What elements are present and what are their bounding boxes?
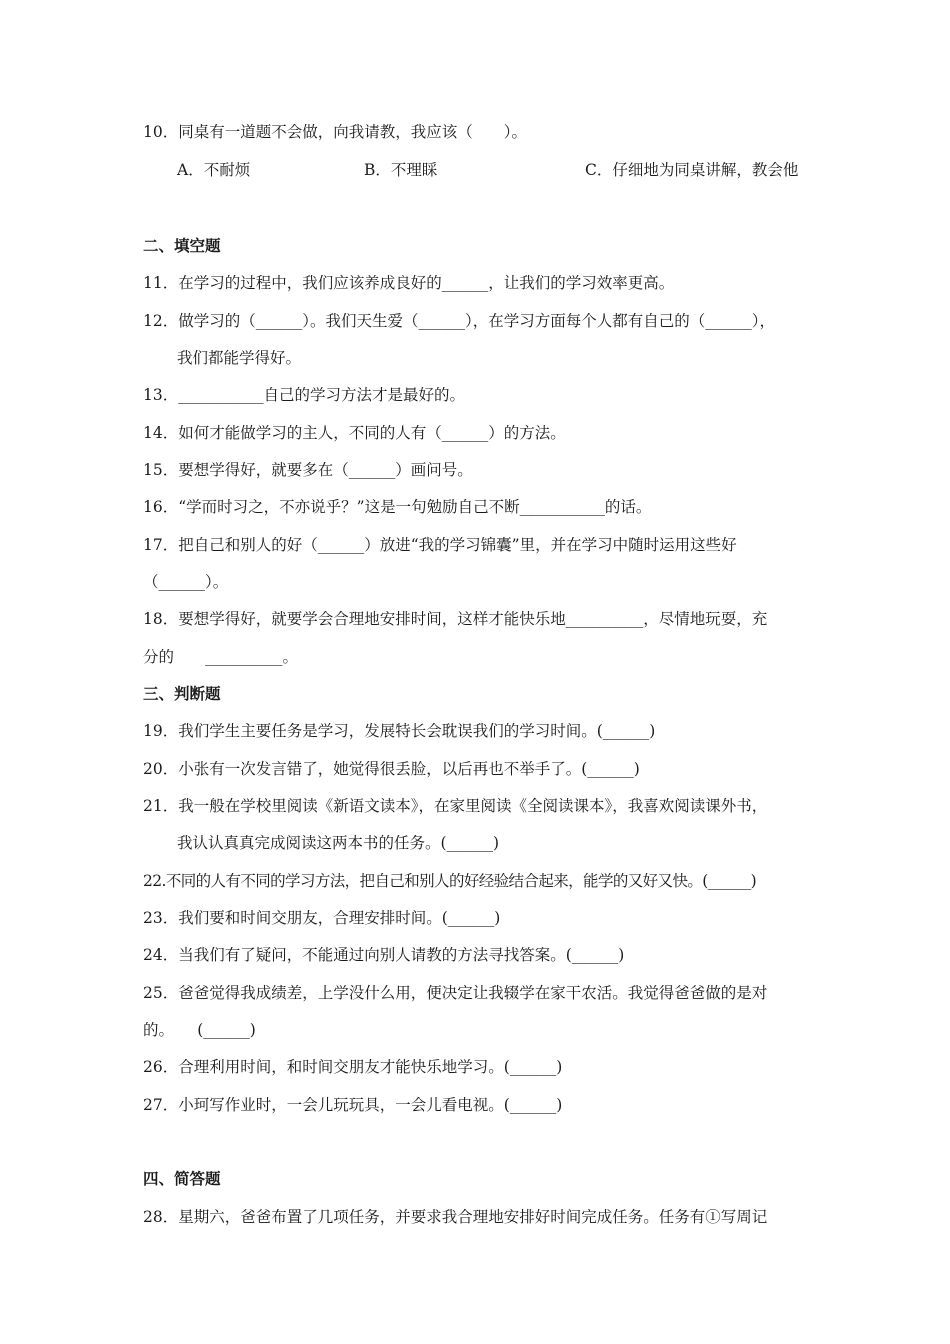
question-line: 15．要想学得好，就要多在（______）画问号。 [143, 461, 473, 479]
question-line: 20．小张有一次发言错了，她觉得很丢脸，以后再也不举手了。(______) [143, 760, 640, 778]
question-line: 27．小珂写作业时，一会儿玩玩具，一会儿看电视。(______) [143, 1096, 563, 1114]
question-line: 11．在学习的过程中，我们应该养成良好的______，让我们的学习效率更高。 [143, 274, 675, 292]
question-line: 我认认真真完成阅读这两本书的任务。(______) [177, 834, 500, 852]
question-line: 13．___________自己的学习方法才是最好的。 [143, 386, 465, 404]
question-line: 18．要想学得好，就要学会合理地安排时间，这样才能快乐地__________，尽情地玩耍，充 [143, 610, 768, 628]
question-line: 28．星期六，爸爸布置了几项任务，并要求我合理地安排好时间完成任务。任务有①写周记 [143, 1208, 768, 1226]
section-heading-fill-in: 二、填空题 [143, 237, 221, 255]
question-line: 12．做学习的（______）。我们天生爱（______），在学习方面每个人都有自己的（______）， [143, 312, 775, 330]
question-10-stem: 10．同桌有一道题不会做，向我请教，我应该（ ）。 [143, 123, 527, 141]
question-line: 17．把自己和别人的好（______）放进“我的学习锦囊”里，并在学习中随时运用这些好 [143, 536, 737, 554]
question-line: 24．当我们有了疑问，不能通过向别人请教的方法寻找答案。(______) [143, 946, 625, 964]
question-line: 22.不同的人有不同的学习方法，把自己和别人的好经验结合起来，能学的又好又快。(______) [143, 872, 757, 890]
question-line: （______）。 [143, 573, 229, 591]
question-line: 14．如何才能做学习的主人，不同的人有（______）的方法。 [143, 424, 566, 442]
question-line: 25．爸爸觉得我成绩差，上学没什么用，便决定让我辍学在家干农活。我觉得爸爸做的是对 [143, 984, 768, 1002]
question-line: 23．我们要和时间交朋友，合理安排时间。(______) [143, 909, 501, 927]
question-line: 16．“学而时习之，不亦说乎？”这是一句勉励自己不断___________的话。 [143, 498, 652, 516]
question-10-option-b: B．不理睬 [364, 161, 438, 179]
question-line: 26．合理利用时间，和时间交朋友才能快乐地学习。(______) [143, 1058, 563, 1076]
question-line: 21．我一般在学校里阅读《新语文读本》，在家里阅读《全阅读课本》，我喜欢阅读课外书， [143, 797, 768, 815]
question-10-option-c: C．仔细地为同桌讲解，教会他 [585, 161, 799, 179]
question-line: 分的 __________。 [143, 648, 299, 666]
question-line: 19．我们学生主要任务是学习，发展特长会耽误我们的学习时间。(______) [143, 722, 656, 740]
section-heading-short-answer: 四、简答题 [143, 1170, 221, 1188]
section-heading-true-false: 三、判断题 [143, 685, 221, 703]
question-line: 我们都能学得好。 [177, 349, 302, 367]
question-line: 的。 (______) [143, 1021, 256, 1039]
question-10-option-a: A．不耐烦 [177, 161, 251, 179]
